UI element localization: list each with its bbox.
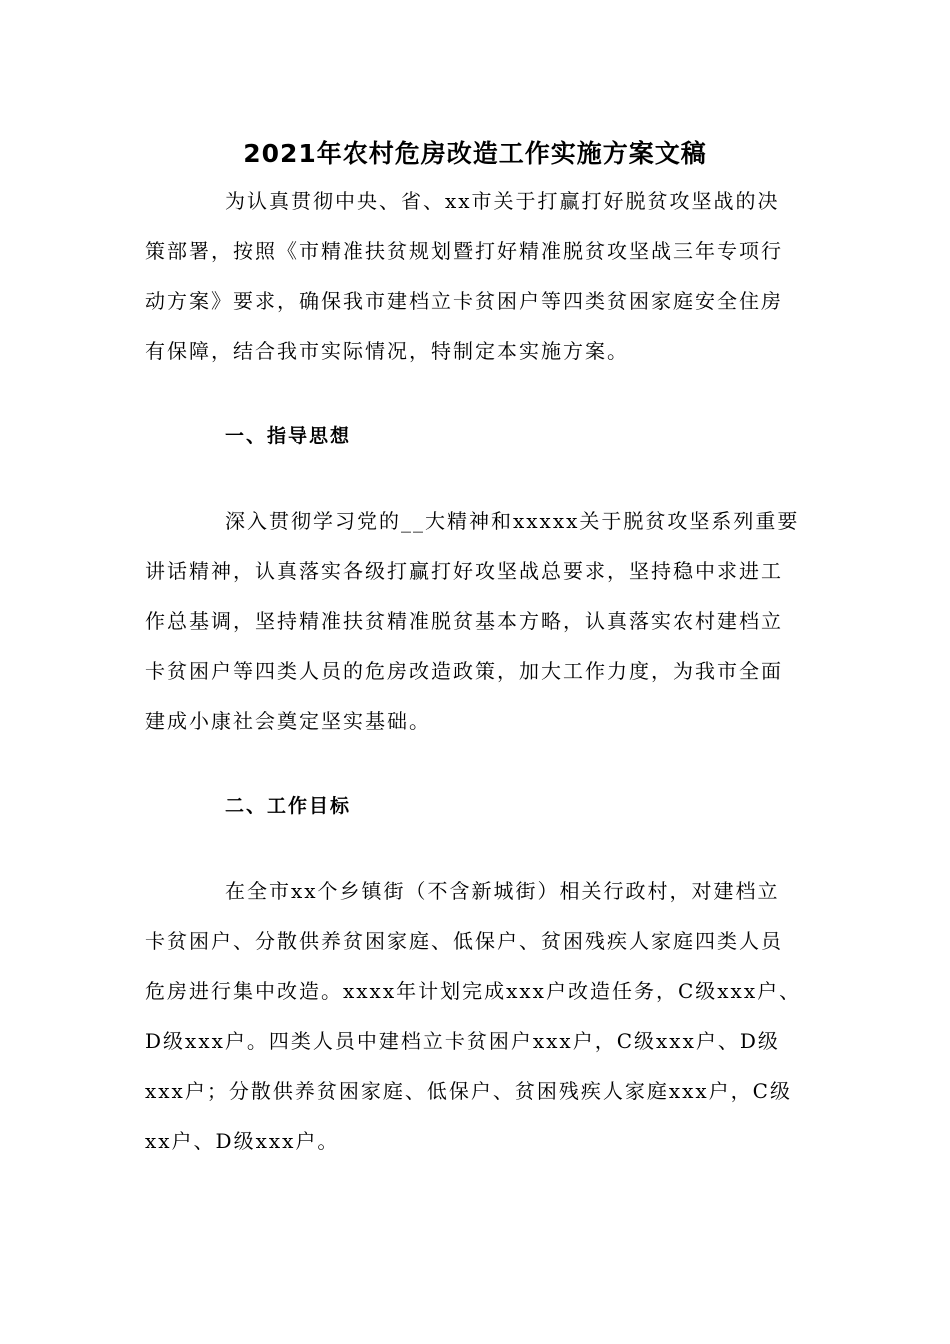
section2-line: 在全市xx个乡镇街（不含新城街）相关行政村，对建档立 — [225, 879, 780, 903]
section-heading-guiding-thought: 一、指导思想 — [225, 425, 352, 447]
intro-line: 动方案》要求，确保我市建档立卡贫困户等四类贫困家庭安全住房 — [145, 289, 783, 313]
section1-line: 建成小康社会奠定坚实基础。 — [145, 709, 431, 733]
document-title: 2021年农村危房改造工作实施方案文稿 — [243, 139, 707, 168]
section1-line: 讲话精神，认真落实各级打赢打好攻坚战总要求，坚持稳中求进工 — [145, 559, 783, 583]
intro-line: 有保障，结合我市实际情况，特制定本实施方案。 — [145, 339, 629, 363]
section2-line: xxx户；分散供养贫困家庭、低保户、贫困残疾人家庭xxx户，C级 — [145, 1079, 792, 1103]
section2-line: D级xxx户。四类人员中建档立卡贫困户xxx户，C级xxx户、D级 — [145, 1029, 780, 1053]
section2-line: xx户、D级xxx户。 — [145, 1129, 340, 1153]
intro-line: 为认真贯彻中央、省、xx市关于打赢打好脱贫攻坚战的决 — [225, 189, 780, 213]
section-heading-work-goals: 二、工作目标 — [225, 795, 352, 817]
section2-line: 卡贫困户、分散供养贫困家庭、低保户、贫困残疾人家庭四类人员 — [145, 929, 783, 953]
section1-line: 作总基调，坚持精准扶贫精准脱贫基本方略，认真落实农村建档立 — [145, 609, 783, 633]
section2-line: 危房进行集中改造。xxxx年计划完成xxx户改造任务，C级xxx户、 — [145, 979, 802, 1003]
section1-line: 深入贯彻学习党的__大精神和xxxxx关于脱贫攻坚系列重要 — [225, 509, 800, 533]
intro-line: 策部署，按照《市精准扶贫规划暨打好精准脱贫攻坚战三年专项行 — [145, 239, 783, 263]
section1-line: 卡贫困户等四类人员的危房改造政策，加大工作力度，为我市全面 — [145, 659, 783, 683]
